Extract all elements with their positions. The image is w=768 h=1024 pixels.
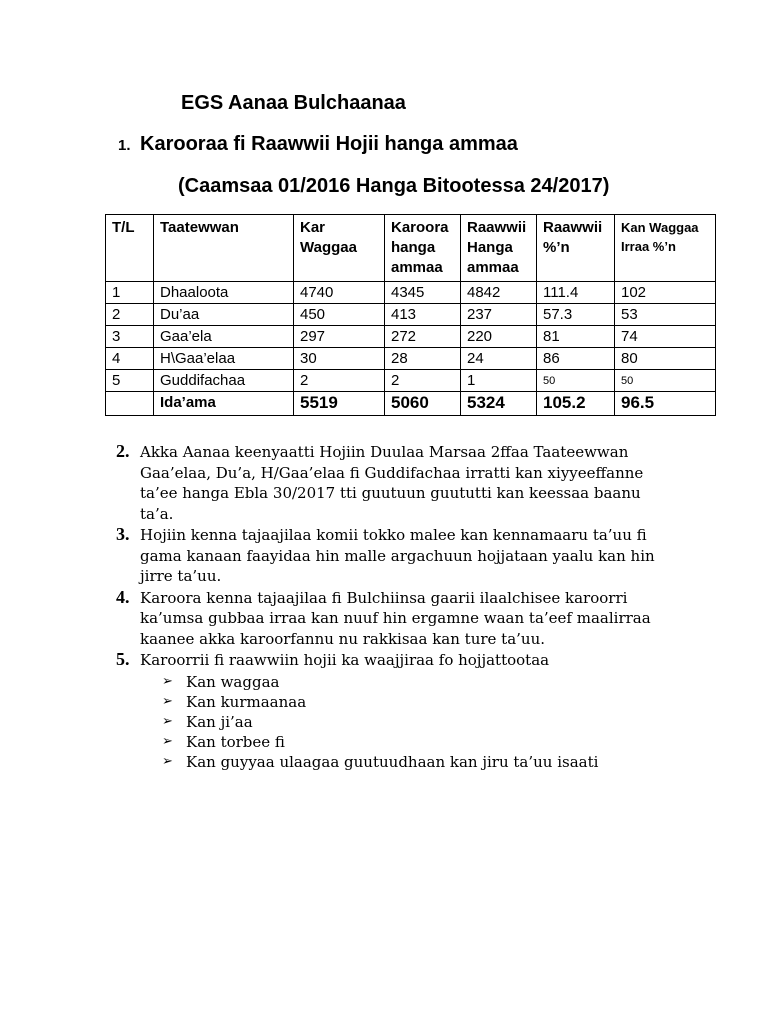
- list-item-text: Kan kurmaanaa: [186, 692, 307, 711]
- table-cell: 96.5: [615, 392, 716, 416]
- table-cell: 297: [294, 326, 385, 348]
- table-cell: 50: [537, 370, 615, 392]
- table-cell: 5: [106, 370, 154, 392]
- table-cell: Ida’ama: [154, 392, 294, 416]
- list-item: [162, 692, 676, 712]
- paragraph-3: [116, 525, 676, 587]
- header-text: Kar Waggaa: [300, 219, 357, 256]
- table-cell: 220: [461, 326, 537, 348]
- table-cell: 28: [385, 348, 461, 370]
- paragraph-number: 2.: [116, 441, 130, 461]
- header-text: Kan Waggaa Irraa %’n: [621, 220, 699, 254]
- paragraph-text: Karoorrii fi raawwiin hojii ka waajjiraa fo hojjattootaa: [140, 651, 550, 669]
- table-header-cell: Taatewwan: [154, 215, 294, 282]
- table-cell: 3: [106, 326, 154, 348]
- paragraph-text: Akka Aanaa keenyaatti Hojiin Duulaa Marsaa 2ffaa Taateewwan Gaa’elaa, Du’a, H/Gaa’elaa fi Guddifachaa irratti kan xiyyeeffanne ta’ee hanga Ebla 30/2017 tti guutuun guututti kan keessaa baanu ta’a.: [140, 443, 644, 523]
- table-row: [106, 282, 716, 304]
- list-item: [162, 732, 676, 752]
- table-total-row: [106, 392, 716, 416]
- list-item-text: Kan torbee fi: [186, 732, 285, 751]
- table-cell: 111.4: [537, 282, 615, 304]
- arrowhead-icon: ➢: [162, 733, 173, 749]
- table-header-cell: [385, 215, 461, 282]
- table-cell: Gaa’ela: [154, 326, 294, 348]
- table-cell: 1: [461, 370, 537, 392]
- table-row: [106, 348, 716, 370]
- paragraph-4: [116, 588, 676, 650]
- paragraph-number: 5.: [116, 649, 130, 669]
- paragraph-2: [116, 442, 676, 524]
- table-cell: Du’aa: [154, 304, 294, 326]
- paragraph-text: Hojiin kenna tajaajilaa komii tokko malee kan kennamaaru ta’uu fi gama kanaan faayidaa hin malle argachuun hojjataan yaalu kan hin jirre ta’uu.: [140, 526, 655, 585]
- table-cell: 81: [537, 326, 615, 348]
- table-cell: 2: [385, 370, 461, 392]
- list-item: [162, 672, 676, 692]
- table-cell: 74: [615, 326, 716, 348]
- paragraph-text: Karoora kenna tajaajilaa fi Bulchiinsa gaarii ilaalchisee karoorri ka’umsa gubbaa irraa kan nuuf hin ergamne waan ta’eef maalirraa kaanee akka karoorfannu nu rakkisaa kan ture ta’uu.: [140, 588, 651, 648]
- table-cell: Guddifachaa: [154, 370, 294, 392]
- arrowhead-icon: ➢: [162, 673, 173, 689]
- period-subtitle: (Caamsaa 01/2016 Hanga Bitootessa 24/2017): [178, 175, 610, 197]
- table-cell: 4345: [385, 282, 461, 304]
- arrowhead-icon: ➢: [162, 713, 173, 729]
- paragraph-number: 4.: [116, 586, 130, 607]
- table-cell: 102: [615, 282, 716, 304]
- table-cell: 80: [615, 348, 716, 370]
- arrowhead-icon: ➢: [162, 753, 173, 769]
- table-cell: 53: [615, 304, 716, 326]
- document-title: EGS Aanaa Bulchaanaa: [181, 92, 406, 114]
- list-item-text: Kan guyyaa ulaagaa guutuudhaan kan jiru ta’uu isaati: [186, 752, 599, 771]
- table-row: [106, 304, 716, 326]
- list-item-text: Kan ji’aa: [186, 712, 253, 731]
- arrowhead-icon: ➢: [162, 693, 173, 709]
- table-header-row: [106, 215, 716, 282]
- header-text: Raawwii Hanga ammaa: [467, 219, 527, 276]
- table-cell: 272: [385, 326, 461, 348]
- table-cell: 5519: [294, 392, 385, 416]
- table-cell: 5060: [385, 392, 461, 416]
- table-cell: 2: [106, 304, 154, 326]
- section-1-heading: [118, 133, 518, 156]
- table-cell: 50: [615, 370, 716, 392]
- table-cell: 30: [294, 348, 385, 370]
- table-cell: 413: [385, 304, 461, 326]
- header-text: Karoora hanga ammaa: [391, 219, 449, 276]
- paragraph-number: 3.: [116, 524, 130, 544]
- table-header-cell: [615, 215, 716, 282]
- table-cell: 4740: [294, 282, 385, 304]
- header-text: Raawwii %’n: [543, 219, 603, 256]
- table-cell: Dhaaloota: [154, 282, 294, 304]
- list-item: [162, 752, 676, 772]
- list-item: [162, 712, 676, 732]
- table-cell: [106, 392, 154, 416]
- section-1-title: Karooraa fi Raawwii Hojii hanga ammaa: [140, 133, 518, 155]
- table-cell: 4: [106, 348, 154, 370]
- bullet-list: [116, 672, 676, 772]
- table-cell: 24: [461, 348, 537, 370]
- table-cell: 86: [537, 348, 615, 370]
- table-cell: 57.3: [537, 304, 615, 326]
- table-cell: 105.2: [537, 392, 615, 416]
- section-1-number: 1.: [118, 137, 131, 154]
- table-cell: 2: [294, 370, 385, 392]
- paragraph-5: [116, 650, 676, 671]
- table-row: [106, 370, 716, 392]
- table-header-cell: [537, 215, 615, 282]
- list-item-text: Kan waggaa: [186, 672, 280, 691]
- table-cell: 5324: [461, 392, 537, 416]
- performance-table: [105, 214, 716, 416]
- table-cell: 450: [294, 304, 385, 326]
- numbered-paragraphs: [116, 442, 676, 772]
- table-cell: 4842: [461, 282, 537, 304]
- table-cell: H\Gaa’elaa: [154, 348, 294, 370]
- table-row: [106, 326, 716, 348]
- table-header-cell: T/L: [106, 215, 154, 282]
- table-header-cell: [461, 215, 537, 282]
- table-cell: 237: [461, 304, 537, 326]
- table-header-cell: [294, 215, 385, 282]
- table-cell: 1: [106, 282, 154, 304]
